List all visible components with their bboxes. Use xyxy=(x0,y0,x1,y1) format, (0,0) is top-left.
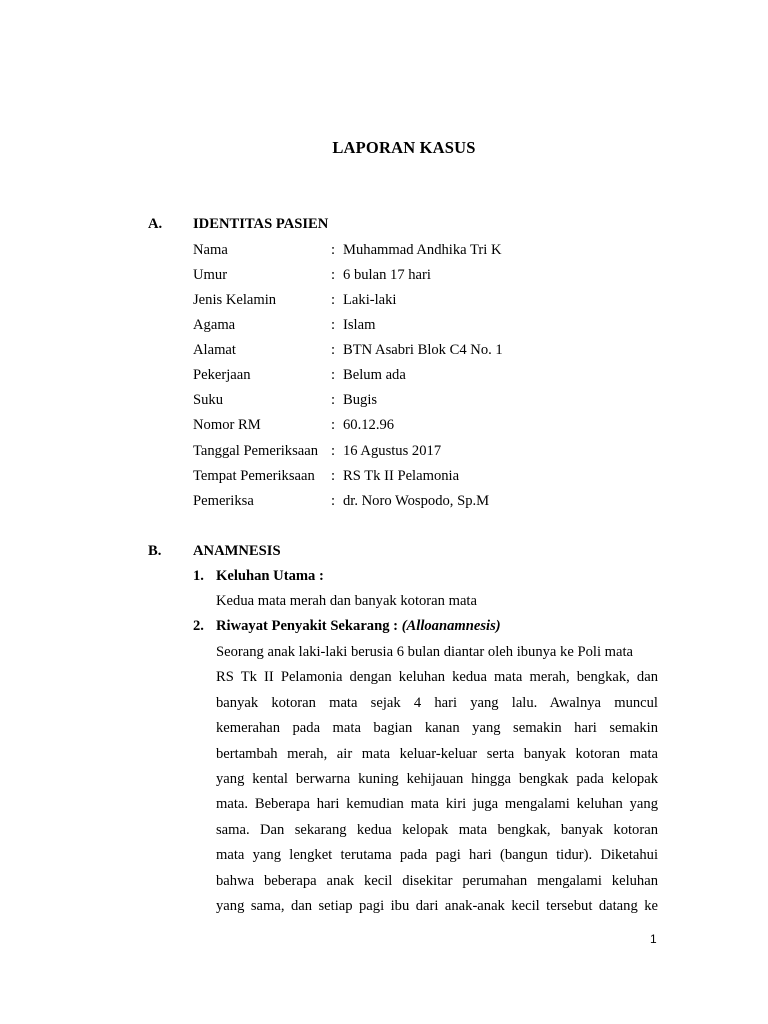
section-a-title: IDENTITAS PASIEN xyxy=(193,216,329,232)
paragraph-line: bertambah merah, air mata keluar-keluar serta banyak kotoran mata xyxy=(216,745,658,762)
paragraph-line: kemerahan pada mata bagian kanan yang semakin hari semakin xyxy=(216,720,658,737)
identity-separator: : xyxy=(331,392,336,408)
identity-separator: : xyxy=(331,417,336,433)
riwayat-penyakit-heading-text: Riwayat Penyakit Sekarang : xyxy=(216,618,399,634)
identity-separator: : xyxy=(331,267,336,283)
identity-row-tanggal-pemeriksaan xyxy=(193,441,673,461)
identity-label: Nama xyxy=(193,242,228,258)
identity-row-pemeriksa xyxy=(193,491,673,511)
identity-separator: : xyxy=(331,493,336,509)
identity-row-pekerjaan xyxy=(193,365,673,385)
identity-row-nama xyxy=(193,240,673,260)
identity-separator: : xyxy=(331,317,336,333)
identity-separator: : xyxy=(331,443,336,459)
paragraph-line: yang kental berwarna kuning kehijauan hingga bengkak pada kelopak xyxy=(216,770,658,787)
page-number: 1 xyxy=(650,932,657,946)
item-1-number: 1. xyxy=(193,568,204,584)
identity-label: Tanggal Pemeriksaan xyxy=(193,443,319,459)
identity-value: 6 bulan 17 hari xyxy=(343,267,431,283)
riwayat-penyakit-paragraph xyxy=(216,640,658,919)
alloanamnesis-note: (Alloanamnesis) xyxy=(401,618,501,634)
identity-separator: : xyxy=(331,367,336,383)
identity-separator: : xyxy=(331,342,336,358)
identity-value: Belum ada xyxy=(343,367,406,383)
identity-label: Jenis Kelamin xyxy=(193,292,277,308)
identity-label: Suku xyxy=(193,392,224,408)
paragraph-line: sama. Dan sekarang kedua kelopak mata bengkak, banyak kotoran xyxy=(216,821,658,838)
identity-value: dr. Noro Wospodo, Sp.M xyxy=(343,493,490,509)
paragraph-line: mata yang lengket terutama pada pagi hari (bangun tidur). Diketahui xyxy=(216,847,658,864)
identity-row-tempat-pemeriksaan xyxy=(193,466,673,486)
identity-label: Agama xyxy=(193,317,236,333)
identity-separator: : xyxy=(331,468,336,484)
identity-row-jenis-kelamin xyxy=(193,290,673,310)
identity-value: Islam xyxy=(343,317,376,333)
identity-value: Bugis xyxy=(343,392,378,408)
identity-value: Laki-laki xyxy=(343,292,397,308)
paragraph-line: bahwa beberapa anak kecil disekitar perumahan mengalami keluhan xyxy=(216,872,658,889)
section-a-letter: A. xyxy=(148,216,163,232)
paragraph-line: RS Tk II Pelamonia dengan keluhan kedua mata merah, bengkak, dan xyxy=(216,669,658,686)
identity-label: Pemeriksa xyxy=(193,493,254,509)
paragraph-line: yang sama, dan setiap pagi ibu dari anak-anak kecil tersebut datang ke xyxy=(216,897,658,914)
paragraph-line: Seorang anak laki-laki berusia 6 bulan diantar oleh ibunya ke Poli mata xyxy=(216,644,634,660)
identity-row-alamat xyxy=(193,340,673,360)
section-b-letter: B. xyxy=(148,543,162,559)
identity-separator: : xyxy=(331,292,336,308)
identity-row-agama xyxy=(193,315,673,335)
identity-value: BTN Asabri Blok C4 No. 1 xyxy=(343,342,503,358)
section-b-title: ANAMNESIS xyxy=(193,543,281,559)
identity-value: RS Tk II Pelamonia xyxy=(343,468,460,484)
identity-value: Muhammad Andhika Tri K xyxy=(343,242,502,258)
identity-label: Tempat Pemeriksaan xyxy=(193,468,315,484)
item-2-number: 2. xyxy=(193,618,204,634)
identity-label: Nomor RM xyxy=(193,417,261,433)
identity-separator: : xyxy=(331,242,336,258)
keluhan-utama-heading: Keluhan Utama : xyxy=(216,568,324,584)
identity-value: 16 Agustus 2017 xyxy=(343,443,442,459)
riwayat-penyakit-heading xyxy=(216,618,501,635)
identity-label: Alamat xyxy=(193,342,236,358)
paragraph-line: mata. Beberapa hari kemudian mata kiri juga mengalami keluhan yang xyxy=(216,796,658,813)
page-title: LAPORAN KASUS xyxy=(332,138,476,157)
identity-label: Pekerjaan xyxy=(193,367,251,383)
keluhan-utama-text: Kedua mata merah dan banyak kotoran mata xyxy=(216,593,477,609)
identity-label: Umur xyxy=(193,267,228,283)
identity-row-umur xyxy=(193,265,673,285)
identity-row-nomor-rm xyxy=(193,415,673,435)
paragraph-line: banyak kotoran mata sejak 4 hari yang lalu. Awalnya muncul xyxy=(216,694,658,711)
identity-row-suku xyxy=(193,390,673,410)
identity-value: 60.12.96 xyxy=(343,417,395,433)
